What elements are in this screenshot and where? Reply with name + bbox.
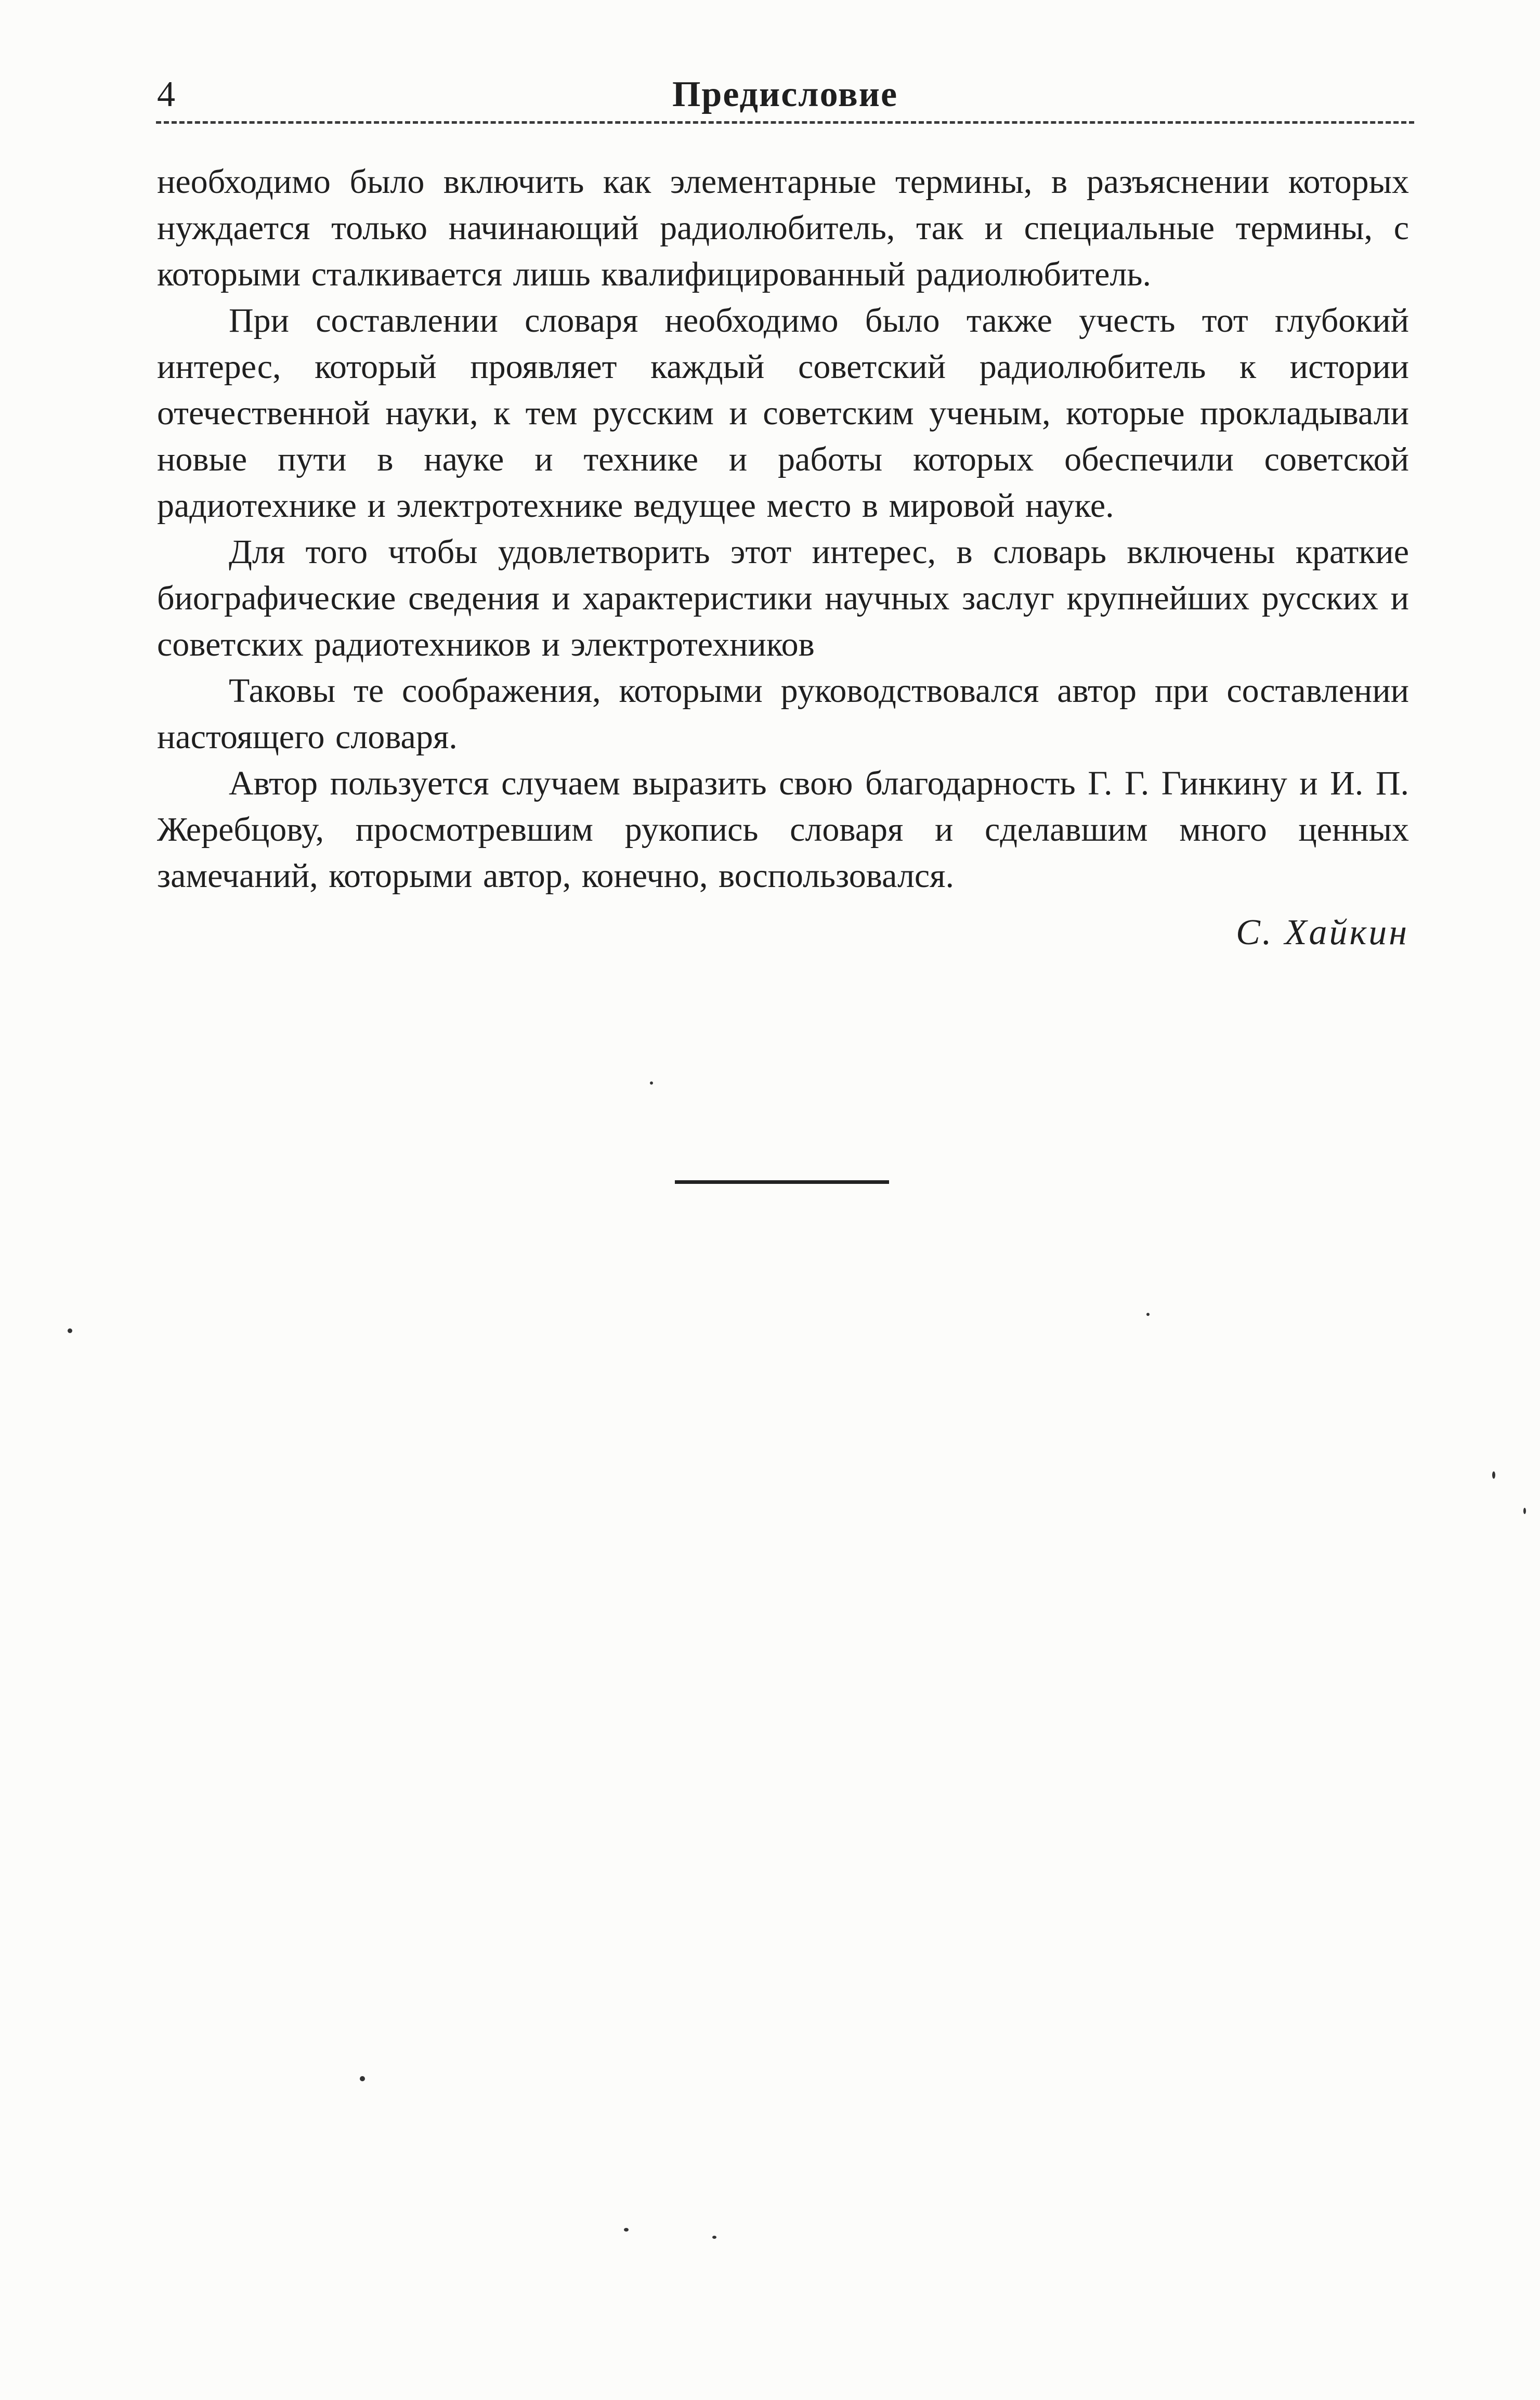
preface-text — [157, 159, 1409, 956]
scan-speck — [624, 2228, 629, 2232]
end-rule — [675, 1180, 889, 1184]
paragraph-2: При составлении словаря необходимо было также учесть тот глубокий интерес, который проявляет каждый советский радиолюбитель к истории отечественной науки, к тем русским и советским ученым, которые прокладывали новые пути в науке и технике и работы которых обеспечили советской радиотехнике и электротехнике ведущее место в мировой науке. — [157, 302, 1409, 525]
running-title: Предисловие — [672, 74, 898, 114]
author-signature: С. Хайкин — [1236, 912, 1409, 953]
scan-speck — [360, 2076, 365, 2081]
scan-speck — [712, 2236, 716, 2239]
page-header — [156, 70, 1414, 127]
scan-speck — [1146, 1313, 1150, 1316]
paragraph-4: Таковы те соображения, которыми руководствовался автор при составлении настоящего словаря. — [157, 672, 1409, 756]
scan-speck — [650, 1081, 653, 1085]
paragraph-5: Автор пользуется случаем выразить свою благодарность Г. Г. Гинкину и И. П. Жеребцову, просмотревшим рукопись словаря и сделавшим много ценных замечаний, которыми автор, конечно, воспользовался. — [157, 764, 1409, 895]
scan-speck — [1523, 1508, 1526, 1514]
paragraph-3: Для того чтобы удовлетворить этот интерес, в словарь включены краткие биографические сведения и характеристики научных заслуг крупнейших русских и советских радиотехников и электротехников — [157, 533, 1409, 663]
scan-speck — [68, 1328, 72, 1333]
paragraph-1: необходимо было включить как элементарные термины, в разъяснении которых нуждается только начинающий радиолюбитель, так и специальные термины, с которыми сталкивается лишь квалифицированный радиолюбитель. — [157, 163, 1409, 293]
scan-speck — [1492, 1471, 1495, 1479]
page-number: 4 — [157, 74, 175, 114]
header-rule — [156, 121, 1414, 124]
